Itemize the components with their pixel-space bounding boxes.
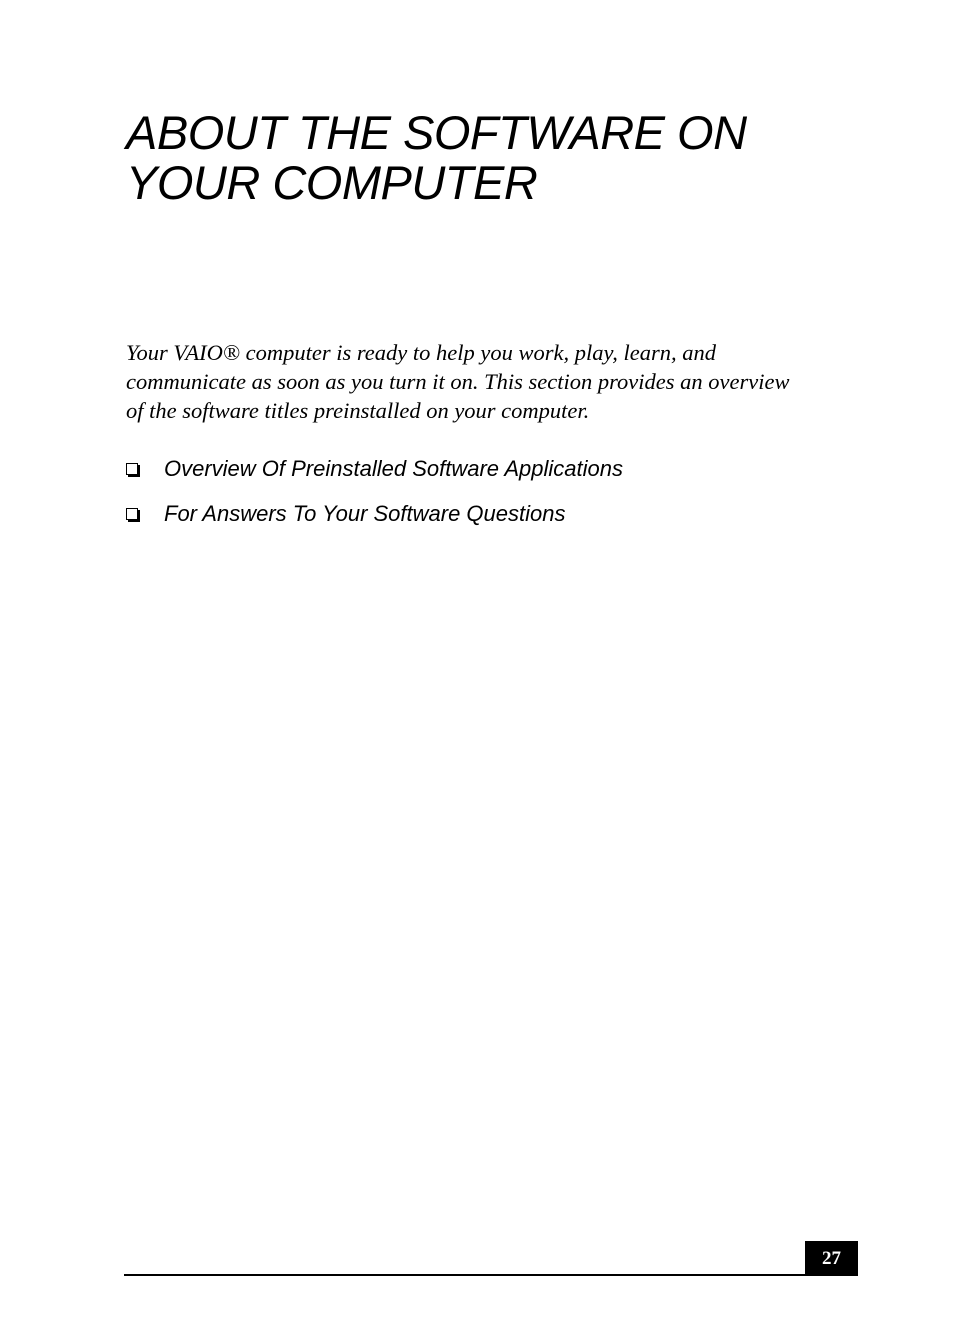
- footer-divider: [124, 1274, 858, 1276]
- list-item: [126, 454, 623, 484]
- intro-line: communicate as soon as you turn it on. This section provides an overview: [126, 369, 790, 394]
- checkbox-icon: [126, 463, 138, 475]
- page-number-badge: 27: [805, 1241, 858, 1276]
- page-title-line: ABOUT THE SOFTWARE ON: [126, 106, 747, 159]
- page-title: [126, 108, 886, 208]
- checkbox-icon: [126, 508, 138, 520]
- section-links-list: [126, 454, 623, 544]
- intro-paragraph: [126, 338, 866, 425]
- intro-line: of the software titles preinstalled on your computer.: [126, 398, 590, 423]
- link-answers-software-questions[interactable]: For Answers To Your Software Questions: [164, 501, 566, 526]
- intro-line: Your VAIO® computer is ready to help you work, play, learn, and: [126, 340, 716, 365]
- link-overview-preinstalled-software[interactable]: Overview Of Preinstalled Software Applications: [164, 456, 623, 481]
- page-title-line: YOUR COMPUTER: [126, 156, 538, 209]
- list-item: [126, 499, 623, 529]
